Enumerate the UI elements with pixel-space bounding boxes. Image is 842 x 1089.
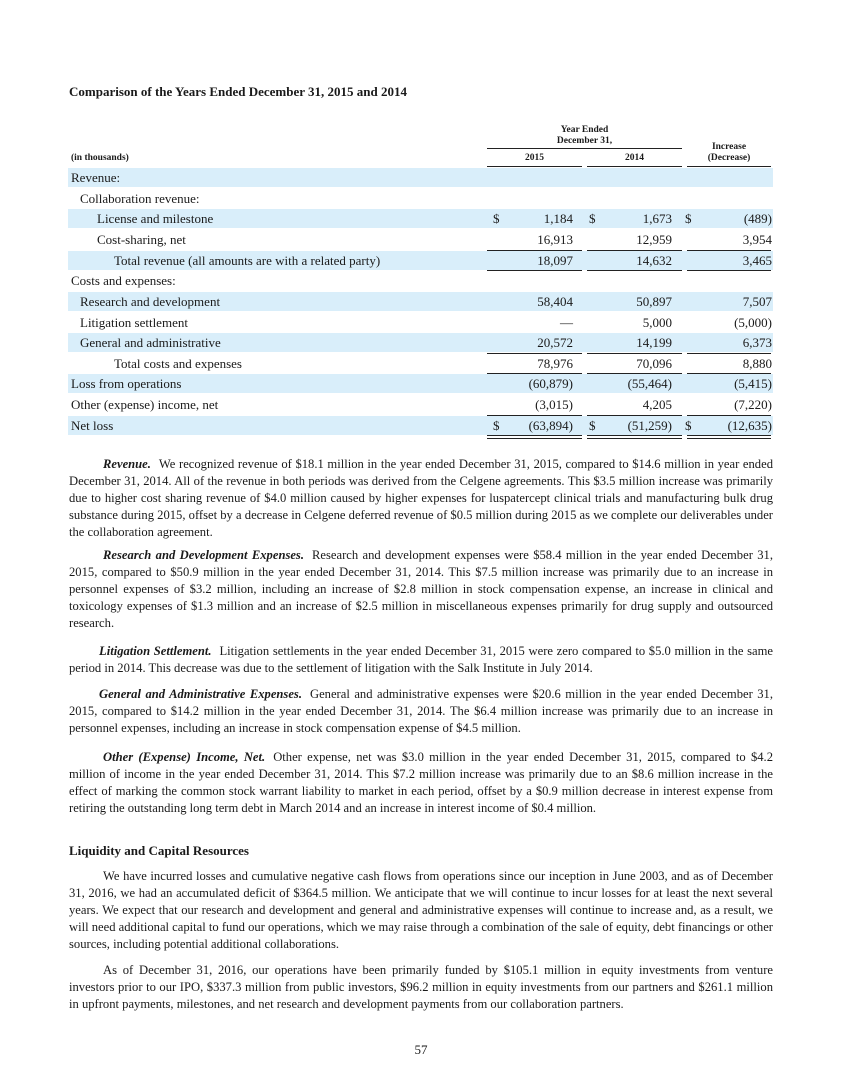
paragraph-title: Litigation Settlement. <box>99 644 212 658</box>
header-year-ended <box>487 125 682 147</box>
currency-symbol: $ <box>493 211 500 226</box>
currency-symbol: $ <box>589 418 596 433</box>
header-rule-change <box>687 166 771 167</box>
double-rule <box>587 435 682 439</box>
header-year-ended-label: Year Ended <box>560 125 609 135</box>
section-heading-comparison: Comparison of the Years Ended December 31, 2015 and 2014 <box>69 84 407 99</box>
value-2015: 16,913 <box>537 232 573 247</box>
table-row-collaboration-revenue <box>68 189 773 208</box>
value-change: (12,635) <box>727 418 772 433</box>
paragraph-revenue <box>69 456 773 541</box>
table-row-net-loss <box>68 416 773 435</box>
row-label: Other (expense) income, net <box>71 397 219 412</box>
paragraph-liquidity-2 <box>69 962 773 1013</box>
paragraph-text: Other expense, net was $3.0 million in the year ended December 31, 2015, compared to $4.2 million of income in the year ended December 31, 2014. This $7.2 million increase was primarily due to an $8.6 million increase in the effect of marking the common stock warrant liability to market in each period, offset by a $0.9 million decrease in interest expense from retiring the outstanding long term debt in March 2014 and an increase in interest income of $0.4 million. <box>69 750 773 815</box>
value-2014: 50,897 <box>636 294 672 309</box>
value-change: (489) <box>743 211 772 226</box>
row-label: Research and development <box>80 294 221 309</box>
value-2014: 5,000 <box>642 315 672 330</box>
table-row-cost-sharing <box>68 230 773 249</box>
value-2014: 4,205 <box>642 397 672 412</box>
value-2015: 1,184 <box>543 211 573 226</box>
double-rule <box>487 435 582 439</box>
header-december-label: December 31, <box>556 136 613 146</box>
paragraph-litigation <box>69 643 773 677</box>
table-row-revenue <box>68 168 773 187</box>
paragraph-title: Research and Development Expenses. <box>103 548 304 562</box>
paragraph-title: Other (Expense) Income, Net. <box>103 750 266 764</box>
value-2015: (63,894) <box>528 418 573 433</box>
paragraph-research-development <box>69 547 773 632</box>
header-increase-label: Increase <box>711 142 747 152</box>
paragraph-title: General and Administrative Expenses. <box>99 687 302 701</box>
paragraph-liquidity-1 <box>69 868 773 953</box>
row-label: License and milestone <box>97 211 214 226</box>
header-rule-2015 <box>487 166 582 167</box>
paragraph-general-administrative <box>69 686 773 737</box>
header-in-thousands: (in thousands) <box>71 153 129 163</box>
table-row-costs-expenses <box>68 271 773 290</box>
value-change: 3,954 <box>742 232 772 247</box>
value-2014: 14,632 <box>636 253 672 268</box>
value-change: 3,465 <box>742 253 772 268</box>
value-2015: 58,404 <box>537 294 573 309</box>
row-label: Cost-sharing, net <box>97 232 186 247</box>
paragraph-text: Research and development expenses were $58.4 million in the year ended December 31, 2015, compared to $50.9 million in the year ended December 31, 2014. This $7.5 million increase was primarily due to an increase in personnel expenses of $3.2 million, including an increase of $2.8 million in stock compensation expense, an increase in clinical and toxicology expenses of $1.3 million and an increase of $2.5 million in miscellaneous expenses primarily for drug supply and outsourced research. <box>69 548 774 630</box>
value-2014: 70,096 <box>636 356 672 371</box>
paragraph-text: As of December 31, 2016, our operations have been primarily funded by $105.1 million in equity investments from venture investors prior to our IPO, $337.3 million from public investors, $96.2 million in equity investments from our partners and $261.1 million in upfront payments, milestones, and net research and development payments from our collaboration partners. <box>69 963 773 1011</box>
value-change: 8,880 <box>742 356 772 371</box>
header-decrease-label: (Decrease) <box>707 153 751 163</box>
value-2015: 20,572 <box>537 335 573 350</box>
value-change: 6,373 <box>742 335 772 350</box>
header-2015: 2015 <box>525 153 544 163</box>
value-change: (5,415) <box>734 376 772 391</box>
table-row-loss-from-operations <box>68 374 773 393</box>
section-heading-liquidity: Liquidity and Capital Resources <box>69 843 249 858</box>
value-2015: — <box>560 315 573 330</box>
value-2014: 1,673 <box>642 211 672 226</box>
page-number: 57 <box>414 1042 428 1057</box>
table-row-other-income <box>68 395 773 414</box>
value-2015: 18,097 <box>537 253 573 268</box>
value-2015: (3,015) <box>535 397 573 412</box>
paragraph-title: Revenue. <box>103 457 151 471</box>
value-change: (5,000) <box>734 315 772 330</box>
currency-symbol: $ <box>685 211 692 226</box>
paragraph-text: We recognized revenue of $18.1 million in the year ended December 31, 2015, compared to $14.6 million in year ended December 31, 2014. All of the revenue in both periods was derived from the Celgene agreements. This $3.5 million increase was primarily due to higher cost sharing revenue of $4.0 million caused by higher expenses for luspatercept clinical trials and manufacturing bulk drug substance during 2015, offset by a decrease in Celgene deferred revenue of $0.5 million during 2015 as we complete our deliverables under the collaboration agreement. <box>69 457 773 539</box>
row-label: Collaboration revenue: <box>80 191 200 206</box>
header-rule-2014 <box>587 166 682 167</box>
row-label: Revenue: <box>71 170 121 185</box>
value-2015: (60,879) <box>528 376 573 391</box>
row-label: Costs and expenses: <box>71 273 176 288</box>
header-2014: 2014 <box>625 153 644 163</box>
row-label: Litigation settlement <box>80 315 188 330</box>
header-rule <box>487 148 682 149</box>
row-label: Total costs and expenses <box>114 356 242 371</box>
row-label: Total revenue (all amounts are with a related party) <box>114 253 381 268</box>
paragraph-text: General and administrative expenses were $20.6 million in the year ended December 31, 2015, compared to $14.2 million in the year ended December 31, 2014. The $6.4 million increase was primarily due to an increase in personnel expenses, including an increase in stock compensation expense of $4.5 million. <box>69 687 774 735</box>
table-row-research-development <box>68 292 773 311</box>
value-2014: 14,199 <box>636 335 672 350</box>
value-2014: (55,464) <box>627 376 672 391</box>
value-2014: 12,959 <box>636 232 672 247</box>
paragraph-text: Litigation settlements in the year ended December 31, 2015 were zero compared to $5.0 million in the same period in 2014. This decrease was due to the settlement of litigation with the Salk Institute in July 2014. <box>69 644 773 675</box>
table-row-total-costs <box>68 354 773 373</box>
currency-symbol: $ <box>493 418 500 433</box>
currency-symbol: $ <box>685 418 692 433</box>
table-row-general-administrative <box>68 333 773 352</box>
currency-symbol: $ <box>589 211 596 226</box>
row-label: Net loss <box>71 418 114 433</box>
paragraph-text: We have incurred losses and cumulative negative cash flows from operations since our inception in June 2003, and as of December 31, 2016, we had an accumulated deficit of $364.5 million. We anticipate that we will continue to incur losses for at least the next several years. We expect that our research and development and general and administrative expenses will continue to increase and, as a result, we will need additional capital to fund our operations, which we may raise through a combination of the sale of equity, debt financings or other sources, including potential additional collaborations. <box>69 869 773 951</box>
table-row-total-revenue <box>68 251 773 270</box>
table-row-litigation-settlement <box>68 313 773 332</box>
paragraph-other-income <box>69 749 773 817</box>
double-rule <box>687 435 771 439</box>
row-label: General and administrative <box>80 335 221 350</box>
value-change: 7,507 <box>742 294 772 309</box>
value-2014: (51,259) <box>627 418 672 433</box>
value-change: (7,220) <box>734 397 772 412</box>
header-increase-decrease <box>687 142 771 164</box>
table-row-license-milestone <box>68 209 773 228</box>
row-label: Loss from operations <box>71 376 182 391</box>
value-2015: 78,976 <box>537 356 573 371</box>
